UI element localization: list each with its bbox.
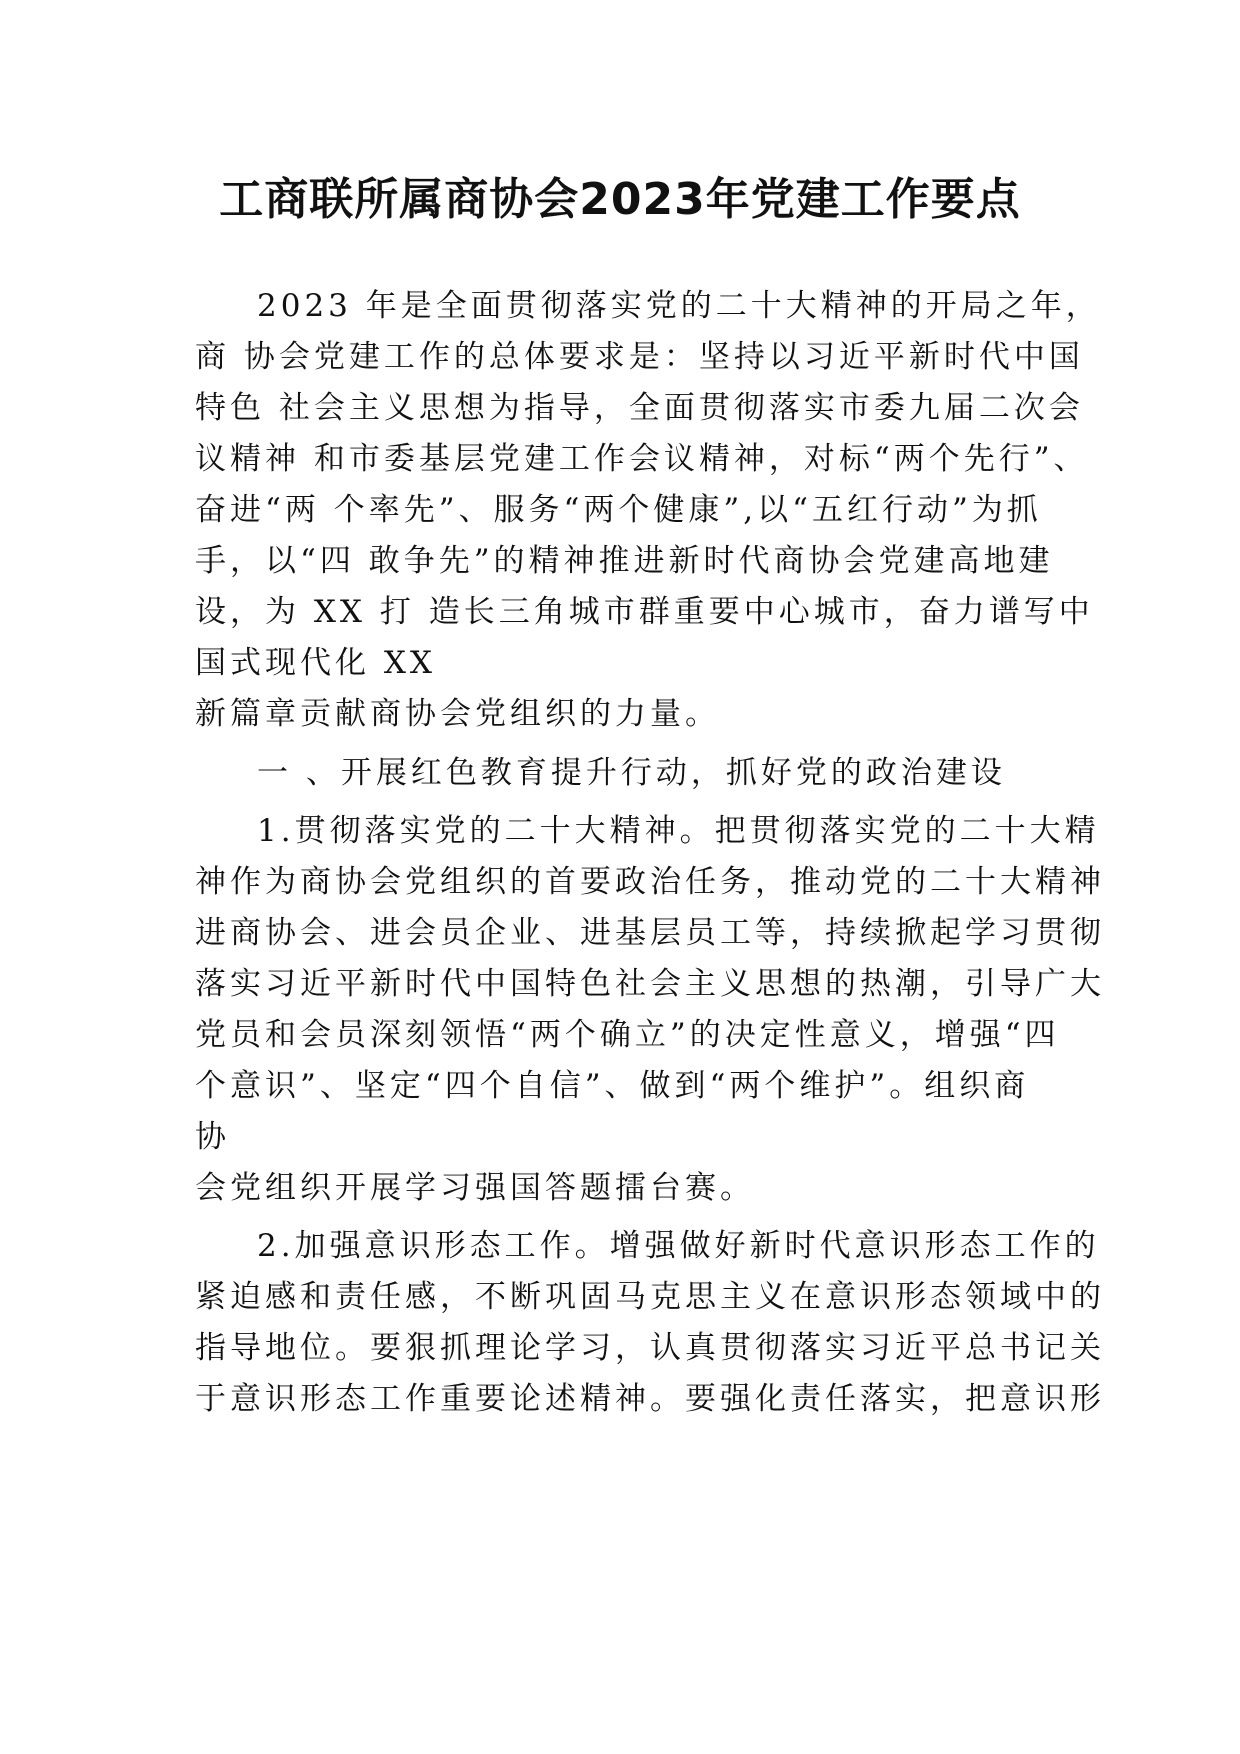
text-line: 协 bbox=[195, 1119, 230, 1155]
text-line: 特色 社会主义思想为指导，全面贯彻落实市委九届二次会 bbox=[195, 390, 1084, 426]
text-line: 紧迫感和责任感，不断巩固马克思主义在意识形态领域中的 bbox=[195, 1279, 1105, 1315]
text-line: 于意识形态工作重要论述精神。要强化责任落实，把意识形 bbox=[195, 1381, 1105, 1417]
text-line: 商 协会党建工作的总体要求是：坚持以习近平新时代中国 bbox=[195, 339, 1084, 375]
text-line: 新篇章贡献商协会党组织的力量。 bbox=[195, 696, 720, 732]
text-line: 奋进“两 个率先”、服务“两个健康”,以“五红行动”为抓 bbox=[195, 492, 1042, 528]
text-line: 国式现代化 XX bbox=[195, 645, 436, 681]
text-line: 议精神 和市委基层党建工作会议精神，对标“两个先行”、 bbox=[195, 441, 1089, 477]
section-heading: 一 、开展红色教育提升行动，抓好党的政治建设 bbox=[257, 755, 1006, 791]
text-line: 党员和会员深刻领悟“两个确立”的决定性意义，增强“四 bbox=[195, 1017, 1060, 1053]
text-line: 设，为 XX 打 造长三角城市群重要中心城市，奋力谱写中 bbox=[195, 594, 1094, 630]
text-line: 手，以“四 敢争先”的精神推进新时代商协会党建高地建 bbox=[195, 543, 1054, 579]
text-line: 个意识”、坚定“四个自信”、做到“两个维护”。组织商 bbox=[195, 1068, 1030, 1104]
text-line: 1.贯彻落实党的二十大精神。把贯彻落实党的二十大精 bbox=[257, 813, 1100, 849]
text-line: 会党组织开展学习强国答题擂台赛。 bbox=[195, 1170, 755, 1206]
text-line: 进商协会、进会员企业、进基层员工等，持续掀起学习贯彻 bbox=[195, 915, 1105, 951]
text-line: 2.加强意识形态工作。增强做好新时代意识形态工作的 bbox=[257, 1228, 1100, 1264]
document-title: 工商联所属商协会2023年党建工作要点 bbox=[219, 174, 1021, 225]
text-line: 落实习近平新时代中国特色社会主义思想的热潮，引导广大 bbox=[195, 966, 1105, 1002]
text-line: 2023 年是全面贯彻落实党的二十大精神的开局之年， bbox=[257, 288, 1101, 324]
text-line: 指导地位。要狠抓理论学习，认真贯彻落实习近平总书记关 bbox=[195, 1330, 1105, 1366]
text-line: 神作为商协会党组织的首要政治任务，推动党的二十大精神 bbox=[195, 864, 1105, 900]
